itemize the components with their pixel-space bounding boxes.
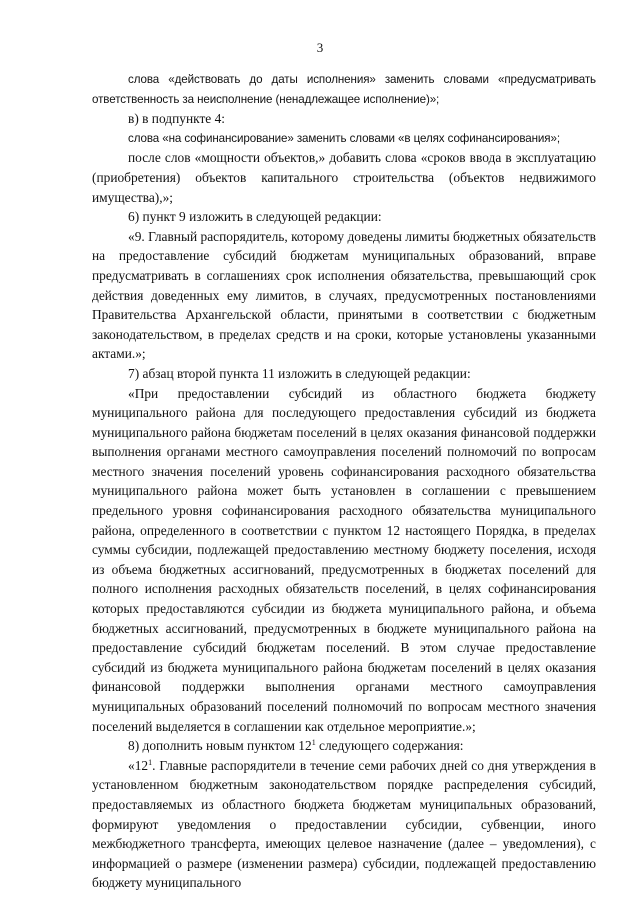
- superscript-1b: 1: [148, 757, 153, 767]
- paragraph-3: слова «на софинансирование» заменить словами «в целях софинансирования»;: [128, 131, 560, 145]
- paragraph-8: «При предоставлении субсидий из областного бюджета бюджету муниципального района для последующего предоставления субсидий из бюджета муниципального района бюджетам поселений в целях оказания финансовой поддержки выполнения органами местного самоуправления поселений полномочий по вопросам местного значения поселений уровень софинансирования расходного обязательства муниципального района может быть установлен в соглашении с превышением предельного уровня софинансирования расходного обязательства муниципального района, определенного в соответствии с пунктом 12 настоящего Порядка, в пределах суммы субсидии, подлежащей предоставлению местному бюджету поселения, исходя из объема бюджетных ассигнований, предусмотренных в бюджетах поселений для полного исполнения расходных обязательств поселений, в целях софинансирования которых предоставляются субсидии из бюджета муниципального района, и объема бюджетных ассигнований, предусмотренных в бюджете муниципального района на предоставление субсидий бюджетам поселений. В этом случае предоставление субсидий из бюджета муниципального района бюджетам поселений в целях оказания финансовой поддержки выполнения органами местного самоуправления муниципальных образований поселений полномочий по вопросам местного значения поселений выделяется в соглашении как отдельное мероприятие.»;: [92, 385, 596, 734]
- page-number: 3: [316, 40, 324, 55]
- paragraph-7: 7) абзац второй пункта 11 изложить в следующей редакции:: [128, 365, 471, 381]
- paragraph-9-start: 8) дополнить новым пунктом 12: [128, 738, 312, 754]
- paragraph-4: после слов «мощности объектов,» добавить слова «сроков ввода в эксплуатацию (приобретения) объектов капитального строительства (объектов недвижимого имущества),»;: [92, 150, 596, 205]
- document-body: [92, 70, 596, 893]
- paragraph-5: 6) пункт 9 изложить в следующей редакции:: [128, 209, 382, 225]
- paragraph-6: «9. Главный распорядитель, которому доведены лимиты бюджетных обязательств на предоставление субсидий бюджетам муниципальных образований, вправе предусматривать в соглашениях срок исполнения обязательства, превышающий срок действия доведенных ему лимитов, в случаях, предусмотренных постановлениями Правительства Архангельской области, принятыми в соответствии с бюджетным законодательством, в пределах средств и на сроки, которые установлены указанными актами.»;: [92, 228, 596, 362]
- paragraph-9: [92, 736, 596, 756]
- paragraph-2: в) в подпункте 4:: [128, 111, 226, 127]
- paragraph-10-start: «12: [128, 757, 149, 773]
- paragraph-10: [92, 756, 596, 893]
- superscript-1: 1: [311, 738, 316, 748]
- paragraph-10-end: . Главные распорядители в течение семи рабочих дней со дня утверждения в установленном бюджетным законодательством порядке распределения субсидий, предоставляемых из областного бюджета бюджетам муниципальных образований, формируют уведомления о предоставлении субсидии, субвенции, иного межбюджетного трансферта, имеющих целевое назначение (далее – уведомления), с информацией о размере (изменении размера) субсидии, подлежащей предоставлению бюджету муниципального: [92, 757, 596, 891]
- paragraph-9-end: следующего содержания:: [315, 738, 464, 754]
- paragraph-1: слова «действовать до даты исполнения» заменить словами «предусматривать ответственность за неисполнение (ненадлежащее исполнение)»;: [92, 73, 596, 106]
